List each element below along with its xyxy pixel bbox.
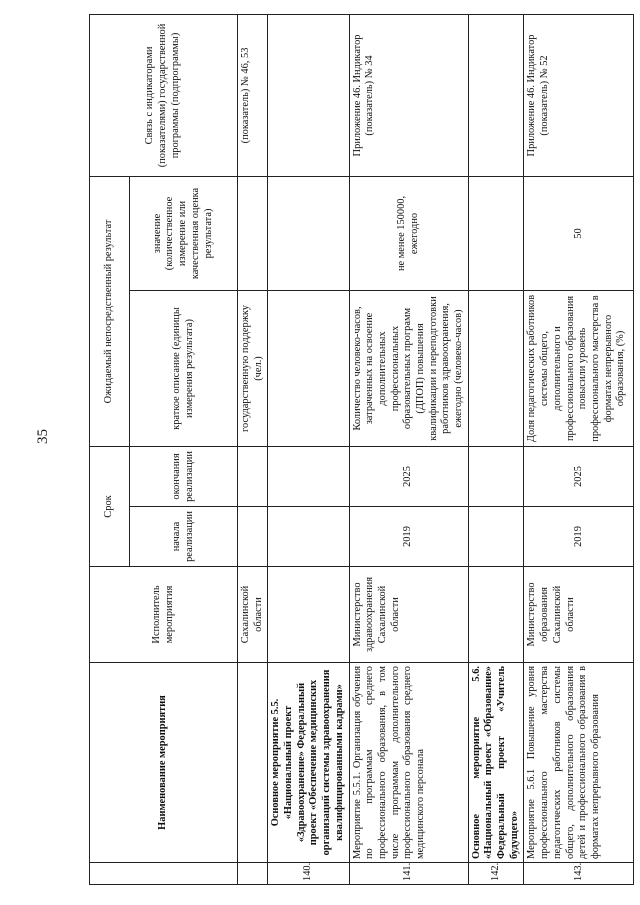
table-header-row-1 [90,14,130,884]
row-start [268,507,349,567]
row-description: Доля педагогических работников системы общего, дополнительного и профессионального образования повысили уровень профессионального мастерства в форматах непрерывного образования, (%) [524,291,634,447]
header-result: Ожидаемый непосредственный результат [90,176,130,446]
row-start [468,507,524,567]
row-description: Количество человеко-часов, затраченных на освоение дополнительных профессиональных образовательных программ (ДПОП) повышения квалификации и переподготовки работников здравоохранения, ежегодно (человеко-часов) [349,291,468,447]
row-name: Мероприятие 5.5.1. Организация обучения по программам среднего профессионального образования, в том числе программам дополнительного профессионального образования среднего медицинского персонала [349,663,468,863]
row-value: 50 [524,176,634,290]
row-link: (показатель) № 46, 53 [238,14,268,176]
row-executor [268,567,349,663]
table-row [238,14,268,884]
header-start: начала реализации [130,507,238,567]
row-end [238,447,268,507]
header-number [90,863,238,885]
row-link: Приложение 46. Индикатор (показатель) № 34 [349,14,468,176]
header-link: Связь с индикаторами (показателями) государственной программы (подпрограммы) [90,14,238,176]
row-executor: Министерство образования Сахалинской области [524,567,634,663]
row-number: 142. [468,863,524,885]
row-name: Мероприятие 5.6.1 Повышение уровня профессионального мастерства педагогических работников системы общего, дополнительного образования детей и профессионального образования в форматах непрерывного образования [524,663,634,863]
row-number: 140. [268,863,349,885]
row-end [468,447,524,507]
row-name: Основное мероприятие 5.5. «Национальный проект «Здравоохранение» Федеральный проект «Обеспечение медицинских организаций системы здравоохранения квалифицированными кадрами» [268,663,349,863]
table-row [524,14,634,884]
row-end: 2025 [349,447,468,507]
row-value [268,176,349,290]
header-value: значение (количественное измерение или качественная оценка результата) [130,176,238,290]
row-start: 2019 [349,507,468,567]
row-name: Основное мероприятие 5.6. «Национальный проект «Образование» Федеральный проект «Учитель будущего» [468,663,524,863]
row-value [238,176,268,290]
row-number: 141. [349,863,468,885]
row-link [468,14,524,176]
row-link [268,14,349,176]
row-executor: Сахалинской области [238,567,268,663]
program-measures-table [89,14,634,885]
header-term: Срок [90,447,130,567]
page-number: 35 [35,429,51,444]
row-description [268,291,349,447]
table-row [468,14,524,884]
row-start: 2019 [524,507,634,567]
header-name: Наименование мероприятия [90,663,238,863]
row-end [268,447,349,507]
row-description [468,291,524,447]
header-end: окончания реализации [130,447,238,507]
row-link: Приложение 46. Индикатор (показатель) № 52 [524,14,634,176]
row-name [238,663,268,863]
row-value: не менее 150000, ежегодно [349,176,468,290]
row-end: 2025 [524,447,634,507]
row-number [238,863,268,885]
table-row [268,14,349,884]
row-executor [468,567,524,663]
row-value [468,176,524,290]
header-executor: Исполнитель мероприятия [90,567,238,663]
row-description: государственную поддержку (чел.) [238,291,268,447]
row-number: 143. [524,863,634,885]
rotated-table-container [89,15,627,885]
row-start [238,507,268,567]
table-row [349,14,468,884]
header-description: краткое описание (единицы измерения результата) [130,291,238,447]
row-executor: Министерство здравоохранения Сахалинской области [349,567,468,663]
